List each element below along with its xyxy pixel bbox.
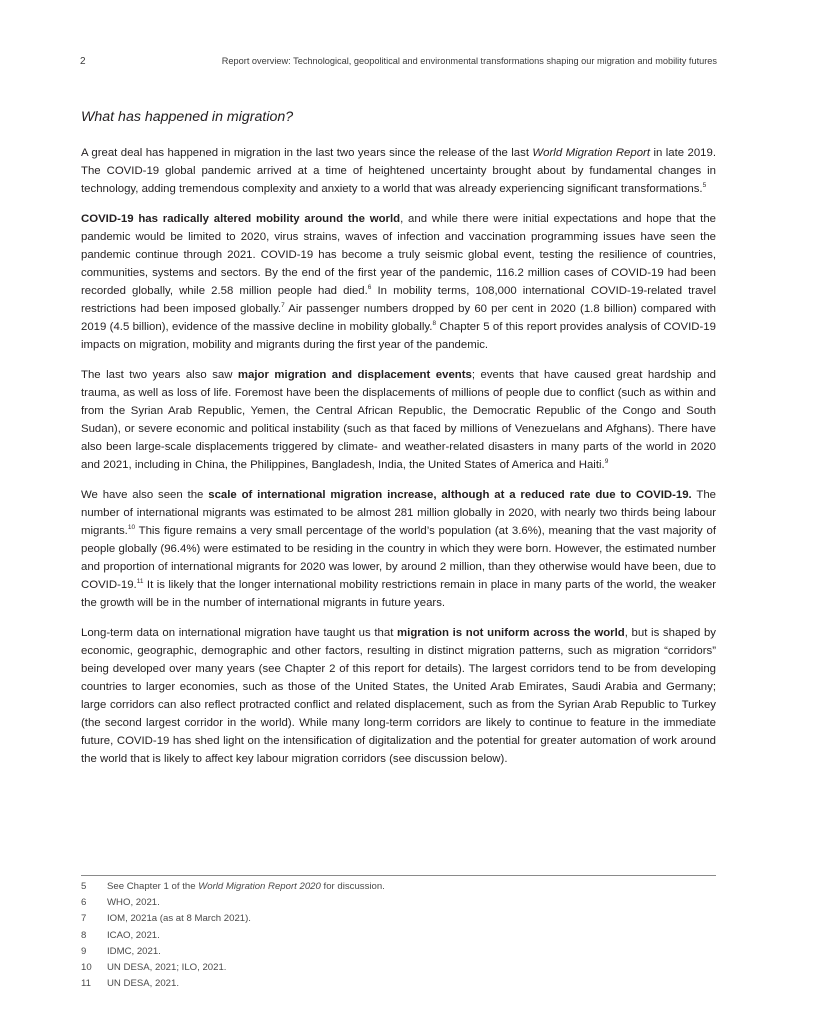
footnote-ref[interactable]: 5 — [702, 182, 707, 190]
footnote-ref[interactable]: 8 — [432, 320, 437, 328]
footnote-text: ICAO, 2021. — [107, 929, 160, 941]
footnote-5 — [81, 879, 716, 895]
footnote-ref[interactable]: 6 — [367, 284, 372, 292]
footnote-ref[interactable]: 11 — [136, 578, 144, 586]
paragraph-5: Long-term data on international migration have taught us that migration is not uniform across the world, but is shaped by economic, geographic, demographic and other factors, resulting in distinct migration patterns, such as migration “corridors” being developed over many years (see Chapter 2 of this report for details). The largest corridors tend to be from developing countries to larger economies, such as those of the United States, the United Arab Emirates, Saudi Arabia and Germany; large corridors can also reflect protracted conflict and related displacement, such as from the Syrian Arab Republic to Turkey (the second largest corridor in the world). While many long-term corridors are likely to continue to feature in the immediate future, COVID-19 has shed light on the intensification of digitalization and the potential for greater automation of work around the world that is likely to affect key labour migration corridors (see discussion below). — [81, 627, 716, 765]
footnote-text: WHO, 2021. — [107, 897, 160, 909]
main-content — [81, 107, 716, 780]
page-number: 2 — [80, 56, 86, 67]
footnote-11 — [81, 976, 716, 992]
paragraph-1: A great deal has happened in migration in the last two years since the release of the last World Migration Report in late 2019. The COVID-19 global pandemic arrived at a time of heightened uncertainty brought about by fundamental changes in technology, adding tremendous complexity and anxiety to a world that was already experiencing significant transformations.$^5$ — [81, 147, 716, 195]
footnote-divider — [81, 875, 716, 876]
footnotes — [81, 879, 716, 992]
paragraph-2: COVID-19 has radically altered mobility around the world, and while there were initial expectations and hope that the pandemic would be limited to 2020, virus strains, waves of infection and vaccination programming issues have seen the pandemic continue through 2021. COVID-19 has become a truly seismic global event, testing the resilience of countries, communities, systems and sectors. By the end of the first year of the pandemic, 116.2 million cases of COVID-19 had been recorded globally, while 2.58 million people had died.$^6$ In mobility terms, 108,000 international COVID-19-related travel restrictions had been imposed globally.$^7$ Air passenger numbers dropped by 60 per cent in 2020 (1.8 billion) compared with 2019 (4.5 billion), evidence of the massive decline in mobility globally.$^8$ Chapter 5 of this report provides analysis of COVID-19 impacts on migration, mobility and migrants during the first year of the pandemic. — [81, 213, 716, 351]
paragraph-3: The last two years also saw major migration and displacement events; events that have caused great hardship and trauma, as well as loss of life. Foremost have been the displacements of millions of people due to conflict (such as within and from the Syrian Arab Republic, Yemen, the Central African Republic, the Democratic Republic of the Congo and South Sudan), or severe economic and political instability (such as that faced by millions of Venezuelans and Afghans). There have also been large-scale displacements triggered by climate- and weather-related disasters in many parts of the world in 2020 and 2021, including in China, the Philippines, Bangladesh, India, the United States of America and Haiti.$^9$ — [81, 369, 716, 471]
footnote-number: 6 — [81, 897, 87, 909]
footnote-7 — [81, 911, 716, 927]
footnote-number: 11 — [81, 978, 91, 990]
footnote-text: UN DESA, 2021; ILO, 2021. — [107, 961, 227, 973]
footnote-text: UN DESA, 2021. — [107, 978, 179, 990]
footnote-ref[interactable]: 10 — [127, 524, 136, 532]
footnote-ref[interactable]: 7 — [281, 302, 285, 310]
footnote-number: 5 — [81, 881, 87, 892]
footnote-6 — [81, 895, 716, 911]
section-heading: What has happened in migration? — [81, 109, 294, 125]
footnote-text: IOM, 2021a (as at 8 March 2021). — [107, 913, 251, 925]
footnote-number: 8 — [81, 929, 87, 941]
footnote-10 — [81, 960, 716, 976]
footnote-number: 7 — [81, 913, 87, 925]
footnote-number: 10 — [81, 961, 92, 973]
footnote-text: See Chapter 1 of the World Migration Report 2020 for discussion. — [107, 881, 385, 892]
footnote-9 — [81, 944, 716, 960]
paragraph-4: We have also seen the scale of international migration increase, although at a reduced rate due to COVID-19. The number of international migrants was estimated to be almost 281 million globally in 2020, with nearly two thirds being labour migrants.$^{10}$ This figure remains a very small percentage of the world’s population (at 3.6%), meaning that the vast majority of people globally (96.4%) were estimated to be residing in the country in which they were born. However, the estimated number and proportion of international migrants for 2020 was lower, by around 2 million, than they otherwise would have been, due to COVID-19.11 It is likely that the longer international mobility restrictions remain in place in many parts of the world, the weaker the growth will be in the number of international migrants in future years. — [81, 489, 716, 609]
footnote-text: IDMC, 2021. — [107, 945, 161, 957]
footnote-ref[interactable]: 9 — [604, 458, 609, 466]
footnote-8 — [81, 928, 716, 944]
footnote-number: 9 — [81, 945, 87, 957]
running-header: Report overview: Technological, geopolitical and environmental transformations shaping our migration and mobility futures — [221, 56, 717, 66]
